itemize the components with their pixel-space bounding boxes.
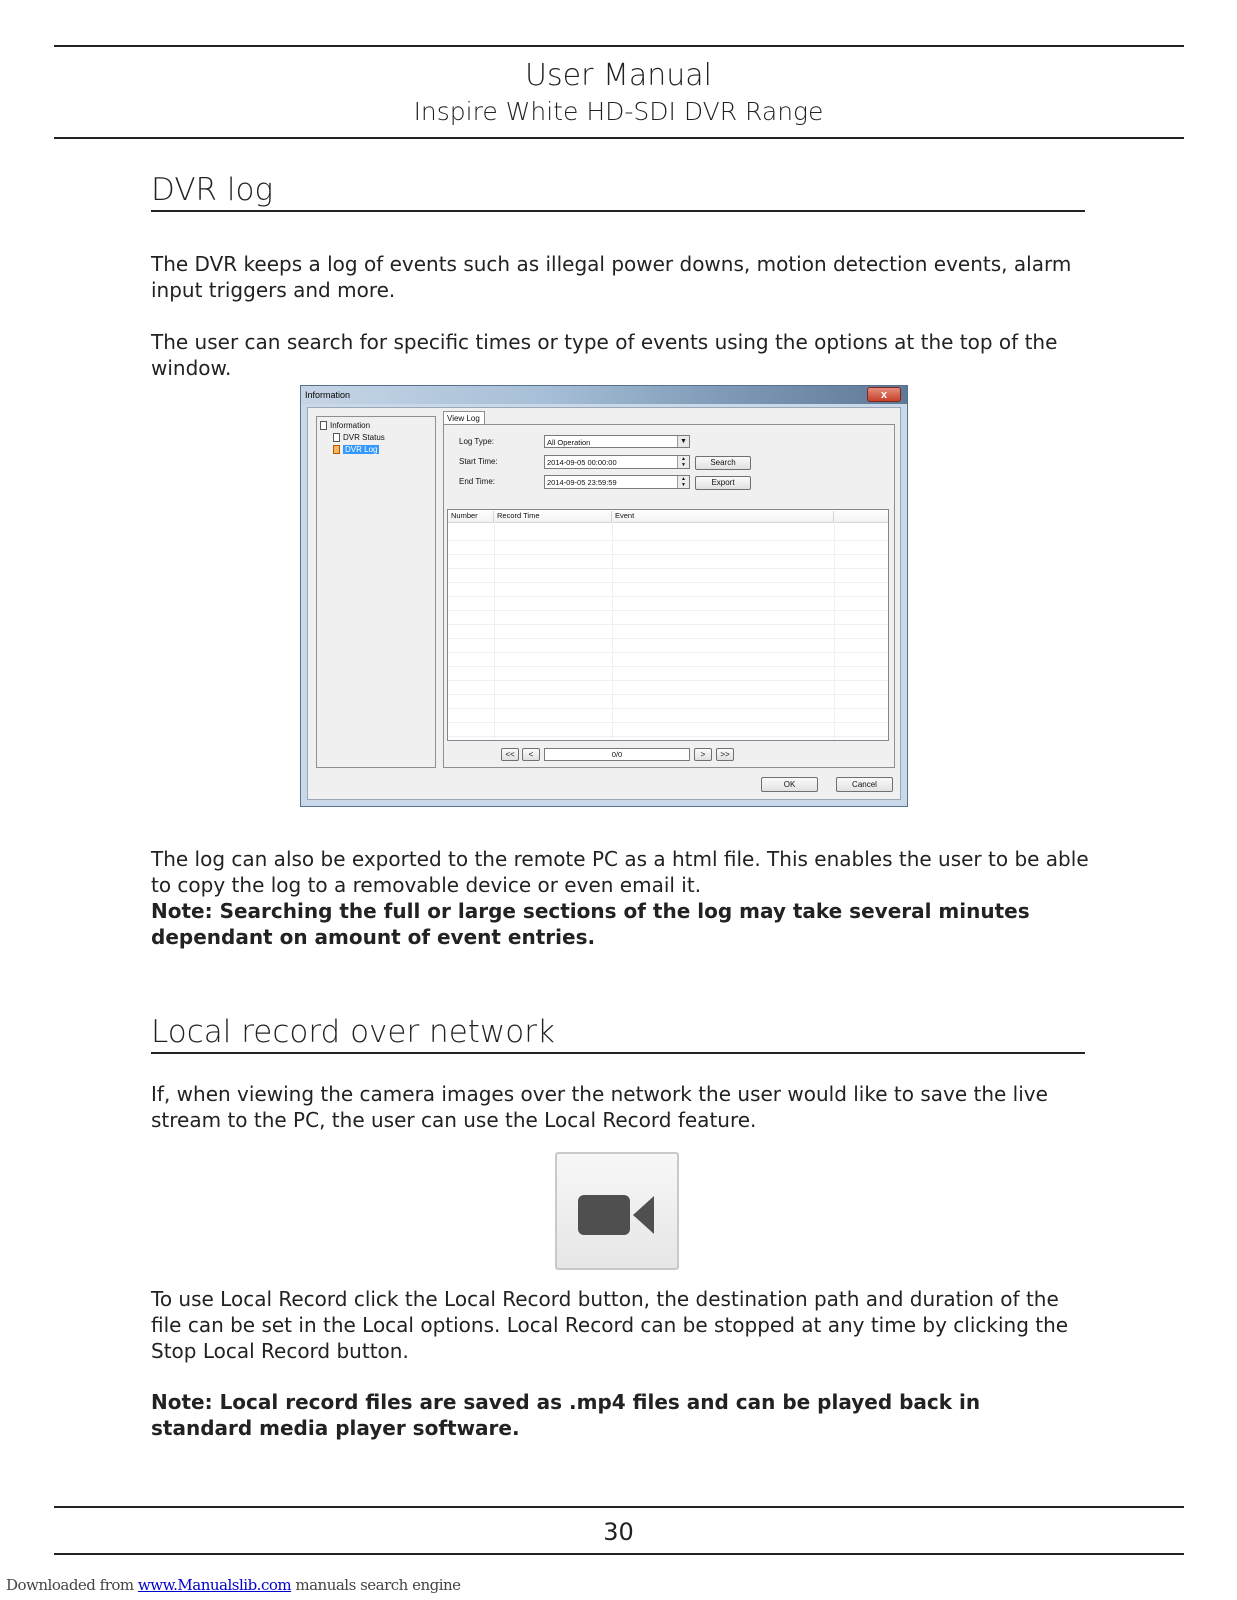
row-line: [448, 638, 888, 639]
row-line: [448, 722, 888, 723]
export-button[interactable]: Export: [695, 476, 751, 490]
ok-button[interactable]: OK: [761, 777, 818, 792]
view-log-panel: [443, 424, 895, 768]
row-line: [448, 694, 888, 695]
row-line: [448, 652, 888, 653]
local-record-usage: To use Local Record click the Local Record button, the destination path and duration of the file can be set in the Local options. Local Record can be stopped at any time by clicking the Stop Local Record button.: [151, 1287, 1069, 1363]
row-line: [448, 582, 888, 583]
row-line: [448, 596, 888, 597]
log-table: [447, 509, 889, 741]
log-table-header: [448, 510, 888, 523]
prev-page-button[interactable]: <: [522, 748, 540, 761]
next-page-button[interactable]: >: [694, 748, 712, 761]
first-page-button[interactable]: <<: [501, 748, 519, 761]
dvr-log-search-info: The user can search for specific times or type of events using the options at the top of the window.: [151, 330, 1058, 380]
tab-view-log[interactable]: View Log: [443, 411, 485, 425]
end-time-label: End Time:: [459, 477, 496, 486]
tree-item-information[interactable]: Information: [320, 421, 370, 430]
row-line: [448, 708, 888, 709]
start-time-label: Start Time:: [459, 457, 498, 466]
cancel-button[interactable]: Cancel: [836, 777, 893, 792]
row-line: [448, 540, 888, 541]
footer-top-rule: [54, 1506, 1184, 1508]
export-info: The log can also be exported to the remote PC as a html file. This enables the user to be able to copy the log to a removable device or even email it.: [151, 847, 1089, 897]
manual-subtitle: Inspire White HD-SDI DVR Range: [413, 97, 824, 126]
row-line: [448, 554, 888, 555]
tree-item-dvr-status[interactable]: DVR Status: [333, 433, 385, 442]
start-time-field[interactable]: 2014-09-05 00:00:00 ▲ ▼: [544, 455, 690, 469]
manualslib-link[interactable]: www.Manualslib.com: [137, 1576, 292, 1594]
end-time-field[interactable]: 2014-09-05 23:59:59 ▲ ▼: [544, 475, 690, 489]
document-icon: [320, 421, 327, 430]
column-header-number[interactable]: Number: [448, 511, 494, 522]
column-header-record-time[interactable]: Record Time: [494, 511, 612, 522]
section-heading-local-record: Local record over network: [151, 1014, 1085, 1054]
spinner-icon[interactable]: ▲ ▼: [677, 476, 689, 488]
close-button[interactable]: x: [867, 387, 901, 402]
dialog-title: Information: [305, 390, 351, 400]
download-credit: Downloaded from www.Manualslib.com manuals search engine: [6, 1576, 461, 1594]
row-line: [448, 624, 888, 625]
dialog-titlebar: [301, 386, 907, 404]
footer-bottom-rule: [54, 1553, 1184, 1555]
section-heading-dvr-log: DVR log: [151, 172, 1085, 212]
spinner-icon[interactable]: ▲ ▼: [677, 456, 689, 468]
search-note: Note: Searching the full or large sections of the log may take several minutes dependant on amount of event entries.: [151, 899, 1030, 949]
page-indicator: 0/0: [544, 748, 690, 761]
dvr-log-intro: The DVR keeps a log of events such as illegal power downs, motion detection events, alarm input triggers and more.: [151, 252, 1072, 302]
log-type-label: Log Type:: [459, 437, 494, 446]
row-line: [448, 736, 888, 737]
local-record-intro: If, when viewing the camera images over the network the user would like to save the live stream to the PC, the user can use the Local Record feature.: [151, 1082, 1048, 1132]
manual-title: User Manual: [525, 58, 712, 93]
row-line: [448, 610, 888, 611]
video-camera-icon: [557, 1154, 677, 1268]
local-record-note: Note: Local record files are saved as .mp4 files and can be played back in standard media player software.: [151, 1390, 981, 1440]
header-top-rule: [54, 45, 1184, 47]
dialog-body: [307, 407, 901, 800]
search-button[interactable]: Search: [695, 456, 751, 470]
row-line: [448, 568, 888, 569]
page-number: 30: [603, 1518, 634, 1546]
document-icon: [333, 433, 340, 442]
column-header-event[interactable]: Event: [612, 511, 834, 522]
information-dialog: [300, 385, 908, 807]
local-record-button[interactable]: [555, 1152, 679, 1270]
last-page-button[interactable]: >>: [716, 748, 734, 761]
row-line: [448, 680, 888, 681]
tree-item-dvr-log[interactable]: DVR Log: [333, 445, 379, 454]
row-line: [448, 666, 888, 667]
document-icon: [333, 445, 340, 454]
log-type-select[interactable]: All Operation ▼: [544, 435, 690, 448]
info-tree: [316, 416, 436, 768]
header-bottom-rule: [54, 137, 1184, 139]
chevron-down-icon: ▼: [677, 436, 689, 447]
